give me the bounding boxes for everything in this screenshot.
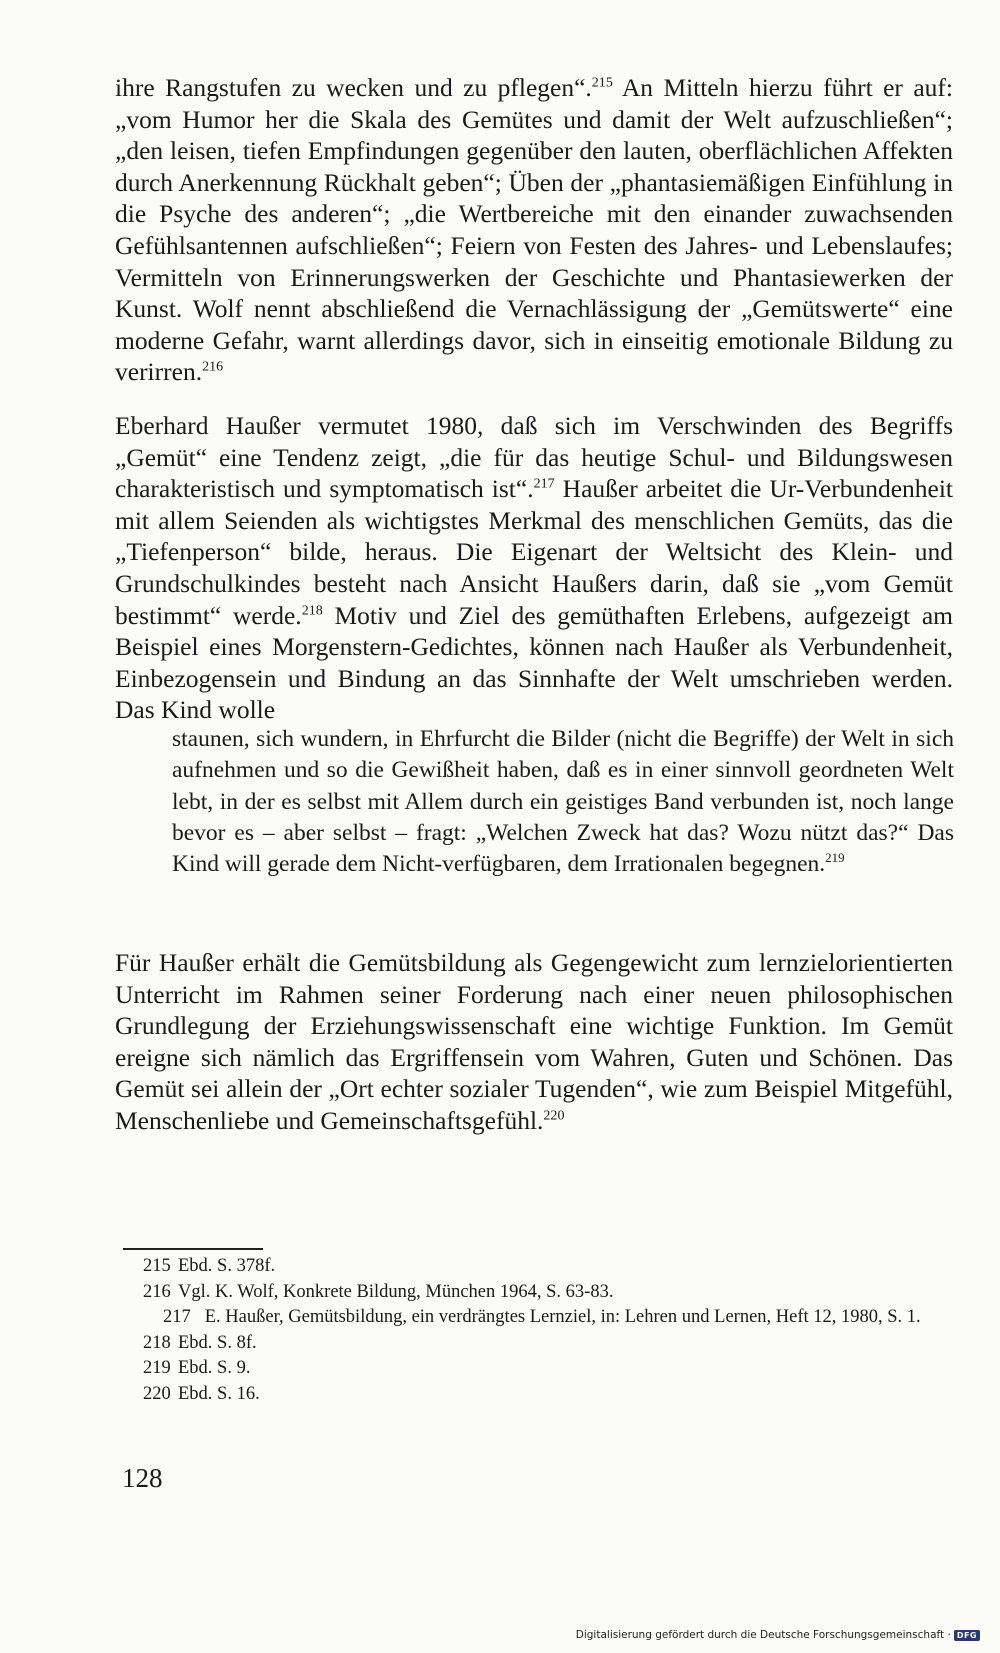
- paragraph-3: [115, 947, 953, 1137]
- footnote-number: 217: [163, 1307, 191, 1327]
- paragraph-2: [115, 410, 953, 726]
- footnote-text: Vgl. K. Wolf, Konkrete Bildung, München 1964, S. 63-83.: [178, 1281, 614, 1302]
- footnote-text: E. Haußer, Gemütsbildung, ein verdrängtes Lernziel, in: Lehren und Lernen, Heft 12, 1980, S. 1.: [204, 1307, 921, 1327]
- text-segment: staunen, sich wundern, in Ehrfurcht die Bilder (nicht die Begriffe) der Welt in sich aufnehmen und so die Gewißheit haben, daß es in einer sinnvoll geordneten Welt lebt, in der es selbst mit Allem durch ein geistiges Band verbunden ist, noch lange bevor es – aber selbst – fragt: „Welchen Zweck hat das? Wozu nützt das?“ Das Kind will gerade dem Nicht-verfügbaren, dem Irrationalen begegnen.: [172, 726, 954, 878]
- footnote-reference: 220: [543, 1108, 565, 1124]
- text-segment: Motiv und Ziel des gemüthaften Erlebens, aufgezeigt am Beispiel eines Morgenstern-Gedichtes, können nach Haußer als Verbundenheit, Einbezogensein und Bindung an das Sinnhafte der Welt umschrieben werden. Das Kind wolle: [115, 600, 953, 725]
- text-segment: Eberhard Haußer vermutet 1980, daß sich im Verschwinden des Begriffs „Gemüt“ eine Tendenz zeigt, „die für das heutige Schul- und Bildungswesen charakteristisch und symptomatisch ist“.: [115, 411, 953, 504]
- footnote-218: [123, 1331, 958, 1357]
- text-segment: ihre Rangstufen zu wecken und zu pflegen“.: [115, 73, 592, 102]
- footnote-219: [123, 1356, 958, 1382]
- footnote-220: [123, 1382, 958, 1408]
- footnote-reference: 218: [301, 603, 323, 619]
- footnote-reference: 217: [533, 476, 555, 492]
- paragraph-1: [115, 72, 953, 388]
- text-segment: An Mitteln hierzu führt er auf: „vom Humor her die Skala des Gemütes und damit der Welt aufzuschließen“; „den leisen, tiefen Empfindungen gegenüber den lauten, oberflächlichen Affekten durch Anerkennung Rückhalt geben“; Üben der „phantasiemäßigen Einfühlung in die Psyche des anderen“; „die Wertbereiche mit den einander zuwachsenden Gefühlsantennen aufschließen“; Feiern von Festen des Jahres- und Lebenslaufes; Vermitteln von Erinnerungswerken der Geschichte und Phantasiewerken der Kunst. Wolf nennt abschließend die Vernachlässigung der „Gemütswerte“ eine moderne Gefahr, warnt allerdings davor, sich in einseitig emotionale Bildung zu verirren.: [115, 73, 953, 387]
- footnote-reference: 219: [825, 850, 845, 866]
- footnote-separator: [123, 1248, 263, 1250]
- page-number: 128: [122, 1463, 163, 1493]
- footnote-number: 219: [143, 1358, 171, 1378]
- text-segment: Haußer arbeitet die Ur-Verbundenheit mit allem Seienden als wichtigstes Merkmal des menschlichen Gemüts, das die „Tiefenperson“ bilde, heraus. Die Eigenart der Weltsicht des Klein- und Grundschulkindes besteht nach Ansicht Haußers darin, daß sie „vom Gemüt bestimmt“ werde.: [115, 474, 953, 630]
- footnotes: [123, 1254, 958, 1407]
- footnote-text: Ebd. S. 16.: [178, 1383, 260, 1404]
- footnote-reference: 216: [202, 359, 224, 375]
- footnote-reference: 215: [591, 75, 613, 91]
- footnote-217: [123, 1305, 958, 1331]
- footnote-number: 220: [143, 1383, 171, 1404]
- dfg-logo-icon: DFG: [954, 1630, 980, 1641]
- block-quote: [172, 724, 954, 880]
- footnote-215: [123, 1254, 958, 1280]
- text-segment: Für Haußer erhält die Gemütsbildung als Gegengewicht zum lernzielorientierten Unterricht im Rahmen seiner Forderung nach einer neuen philosophischen Grundlegung der Erziehungswissenschaft eine wichtige Funktion. Im Gemüt ereigne sich nämlich das Ergriffensein vom Wahren, Guten und Schönen. Das Gemüt sei allein der „Ort echter sozialer Tugenden“, wie zum Beispiel Mitgefühl, Menschenliebe und Gemeinschaftsgefühl.: [115, 948, 953, 1135]
- footnote-number: 215: [143, 1256, 171, 1276]
- footnote-number: 216: [143, 1281, 171, 1302]
- footnote-text: Ebd. S. 8f.: [178, 1332, 257, 1353]
- footnote-number: 218: [143, 1332, 171, 1353]
- credit-text: Digitalisierung gefördert durch die Deutsche Forschungsgemeinschaft ·: [575, 1629, 951, 1641]
- footnote-text: Ebd. S. 378f.: [178, 1256, 276, 1276]
- footnote-216: [123, 1280, 958, 1306]
- footnote-text: Ebd. S. 9.: [178, 1358, 251, 1378]
- digitization-credit: [576, 1629, 980, 1641]
